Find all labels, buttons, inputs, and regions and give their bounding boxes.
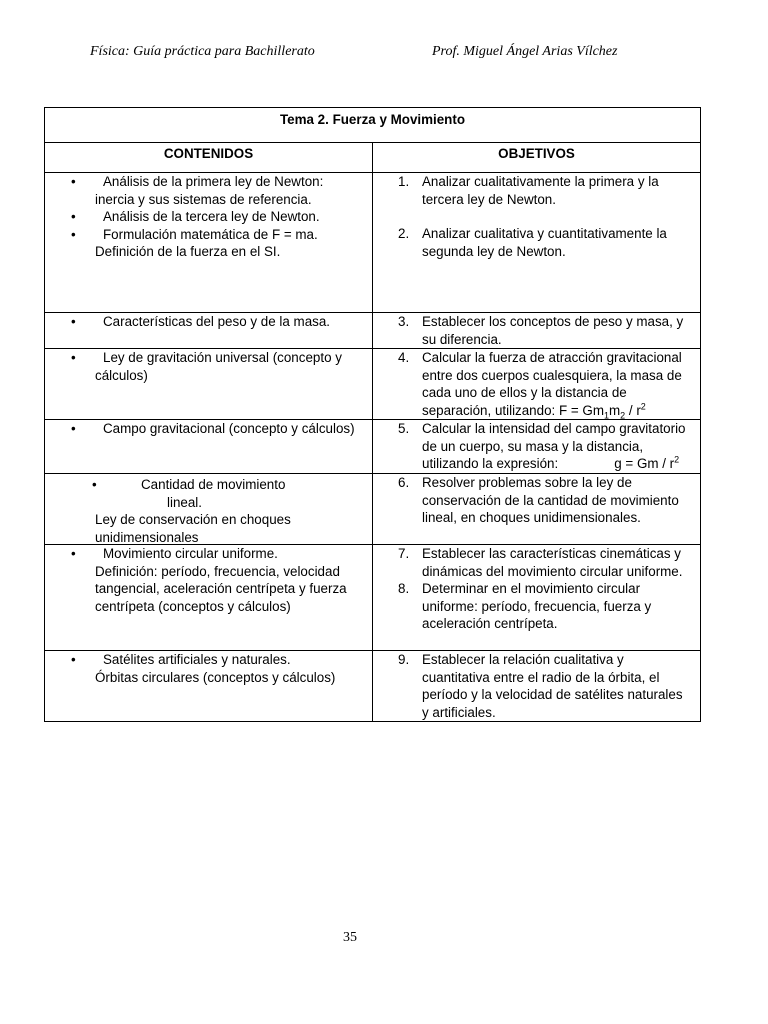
objective-item: 9. Establecer la relación cualitativa y cuantitativa entre el radio de la órbita, el período y la velocidad de satélites naturales y artificiales. [398, 652, 683, 720]
list-item-detail: Órbitas circulares (conceptos y cálculos) [95, 669, 336, 685]
table-row [45, 651, 701, 722]
objective-item: 1. Analizar cualitativamente la primera y la tercera ley de Newton. [398, 174, 659, 207]
contenidos-cell [45, 349, 373, 420]
objective-item: 5. Calcular la intensidad del campo gravitatorio de un cuerpo, su masa y la distancia, utilizando la expresión: $g = Gm / r^2$ [398, 421, 686, 471]
table-row [45, 173, 701, 313]
list-item: • Movimiento circular uniforme. [71, 546, 278, 561]
objetivos-cell [373, 313, 701, 349]
table-row [45, 545, 701, 651]
contenidos-cell [45, 545, 373, 651]
table-title: Tema 2. Fuerza y Movimiento [45, 108, 701, 143]
list-item: • Análisis de la tercera ley de Newton. [71, 209, 320, 224]
header-right: Prof. Miguel Ángel Arias Vílchez [432, 44, 618, 59]
list-item: • Análisis de la primera ley de Newton: inercia y sus sistemas de referencia. [71, 174, 324, 207]
list-item: • Satélites artificiales y naturales. [71, 652, 291, 667]
objective-item: 2. Analizar cualitativa y cuantitativamente la segunda ley de Newton. [398, 226, 667, 259]
header-left: Física: Guía práctica para Bachillerato [90, 44, 315, 59]
table-row [45, 313, 701, 349]
objective-item: 6. Resolver problemas sobre la ley de conservación de la cantidad de movimiento lineal, en choques unidimensionales. [398, 475, 679, 525]
table-row [45, 349, 701, 420]
contenidos-cell [45, 651, 373, 722]
column-header-contenidos: CONTENIDOS [45, 143, 373, 173]
objetivos-cell [373, 349, 701, 420]
list-item-detail: Definición: período, frecuencia, velocidad tangencial, aceleración centrípeta y fuerza centrípeta (conceptos y cálculos) [95, 563, 347, 614]
contenidos-cell [45, 420, 373, 474]
objetivos-cell [373, 651, 701, 722]
contenidos-cell [45, 173, 373, 313]
objective-item: 8. Determinar en el movimiento circular uniforme: período, frecuencia, fuerza y aceleración centrípeta. [398, 581, 652, 631]
contenidos-cell [45, 313, 373, 349]
contenidos-cell [45, 474, 373, 545]
list-item: • Formulación matemática de F = ma. Definición de la fuerza en el SI. [71, 226, 318, 259]
list-item: • Cantidad de movimiento lineal. Ley de conservación en choques unidimensionales [92, 477, 291, 544]
objective-item: 3. Establecer los conceptos de peso y masa, y su diferencia. [398, 314, 684, 347]
objetivos-cell [373, 420, 701, 474]
objetivos-cell [373, 474, 701, 545]
objective-item: 7. Establecer las características cinemáticas y dinámicas del movimiento circular uniforme. [398, 546, 683, 579]
column-header-objetivos: OBJETIVOS [373, 143, 701, 173]
list-item: • Ley de gravitación universal (concepto y cálculos) [71, 350, 342, 383]
objective-item: 4. Calcular la fuerza de atracción gravitacional entre dos cuerpos cualesquiera, la masa de cada uno de ellos y la distancia de separación, utilizando: $F = Gm_1m_2 / r^2$ [398, 350, 682, 421]
syllabus-table [44, 107, 701, 722]
table-row [45, 474, 701, 545]
objetivos-cell [373, 545, 701, 651]
list-item: • Características del peso y de la masa. [71, 314, 331, 329]
objetivos-cell [373, 173, 701, 313]
list-item: • Campo gravitacional (concepto y cálculos) [71, 421, 355, 436]
page-number: 35 [343, 930, 357, 945]
table-row [45, 420, 701, 474]
